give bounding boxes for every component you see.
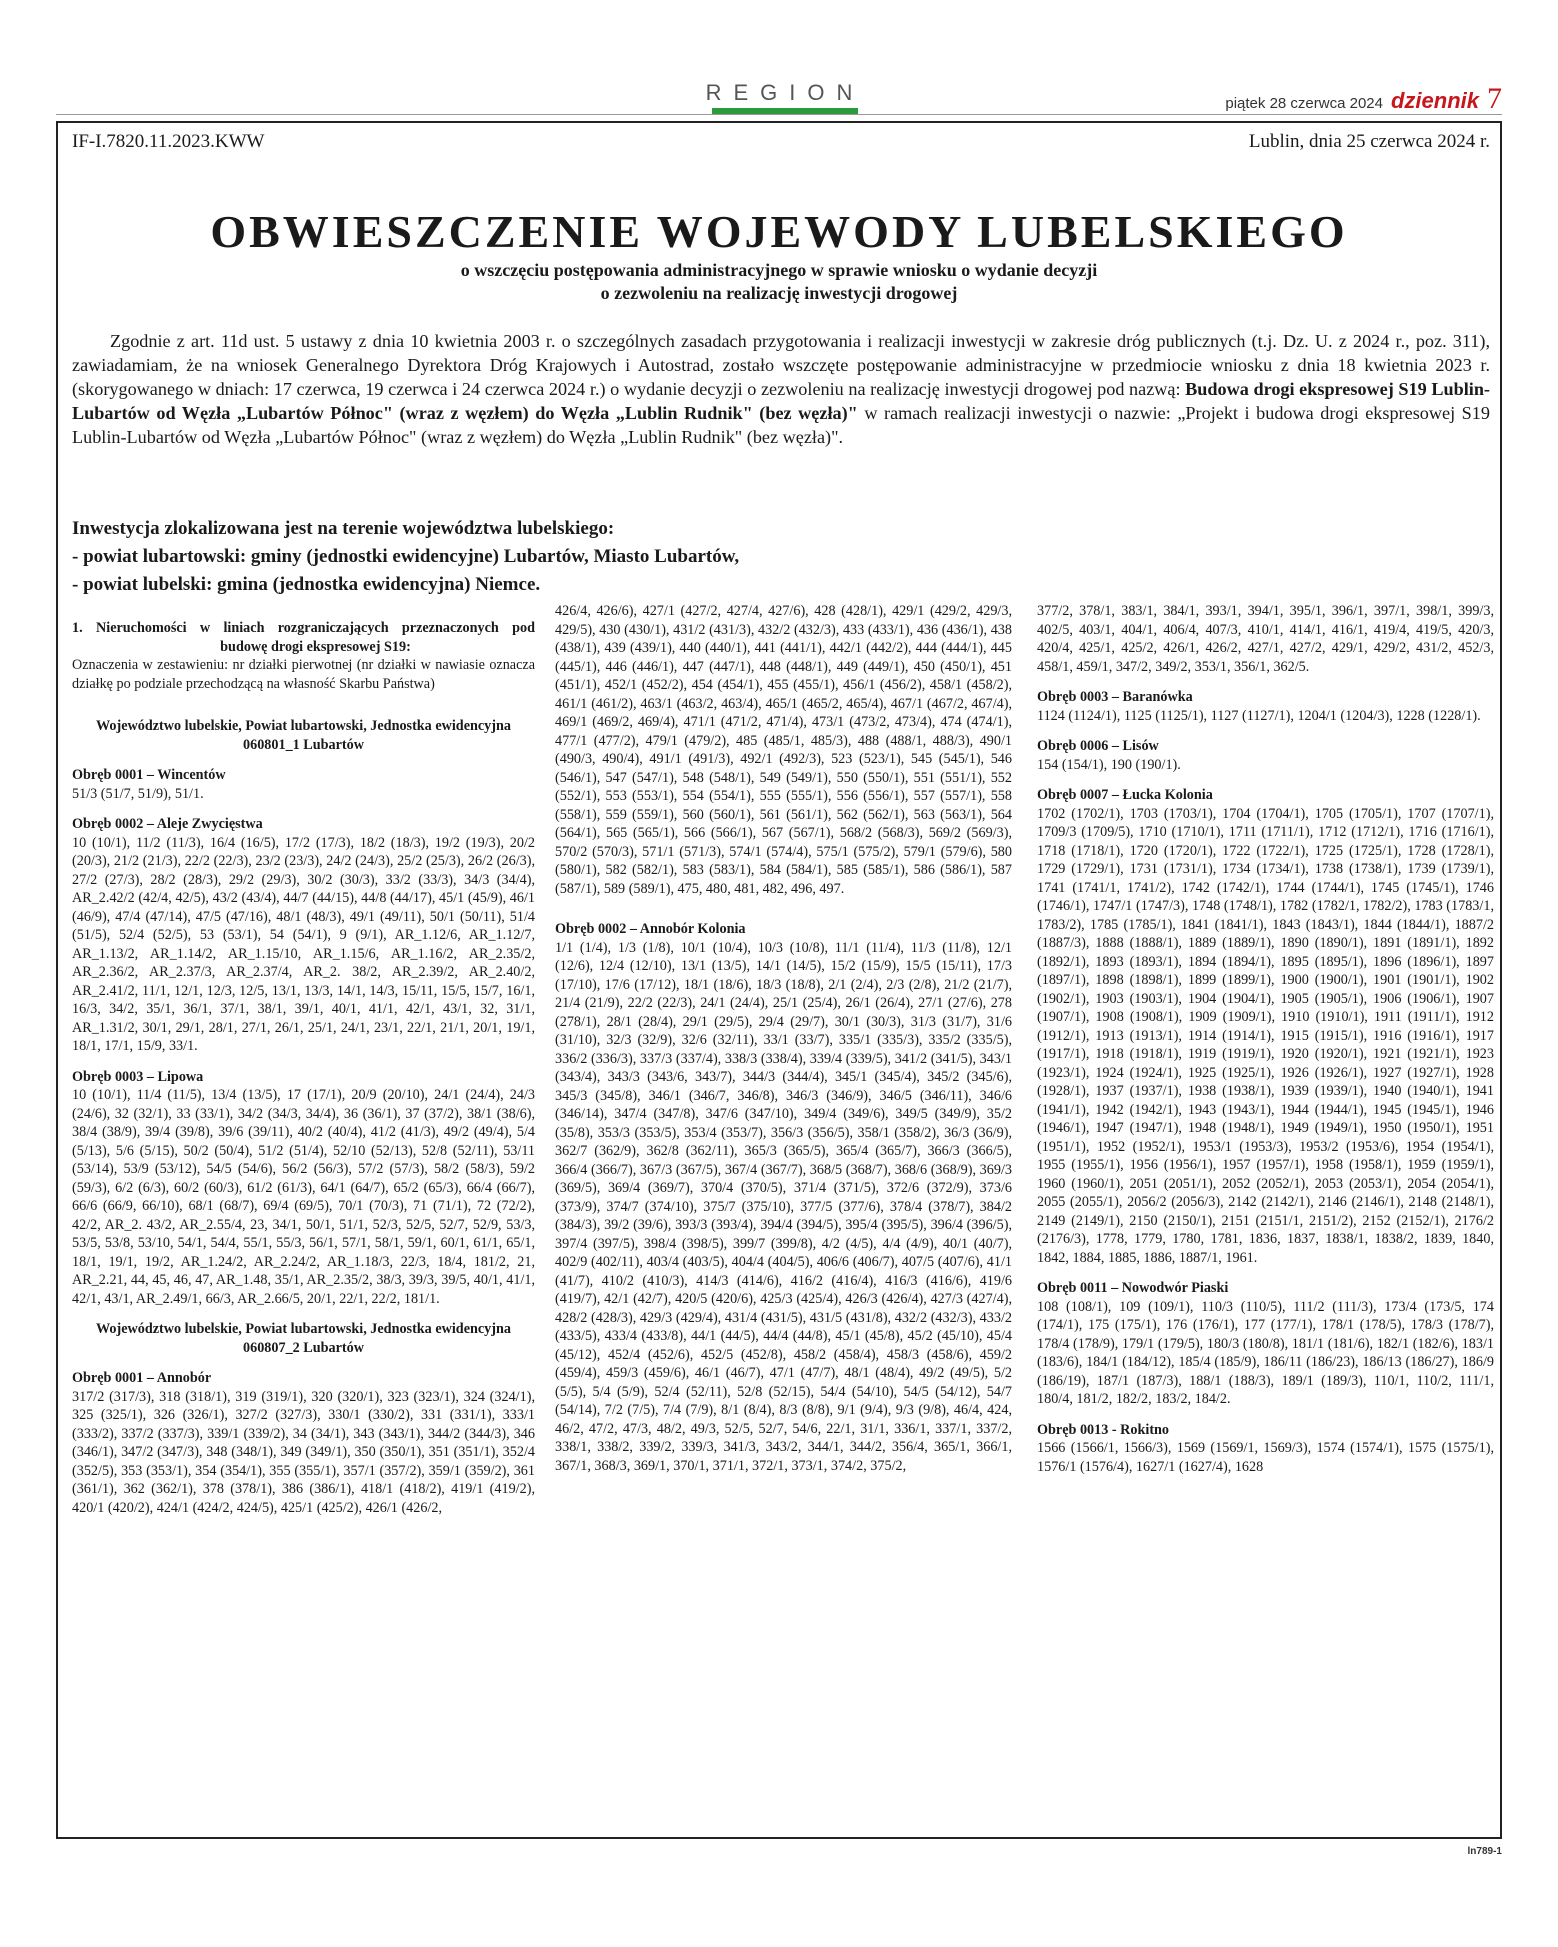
obreb-heading: Obręb 0001 – Wincentów bbox=[72, 767, 226, 783]
column-2 bbox=[555, 602, 1012, 1475]
header-right bbox=[1225, 82, 1502, 116]
parcel-list: 1124 (1124/1), 1125 (1125/1), 1127 (1127/1), 1204/1 (1204/3), 1228 (1228/1). bbox=[1037, 707, 1481, 724]
section-1-number: 1. bbox=[72, 620, 83, 636]
page-number: 7 bbox=[1487, 82, 1502, 115]
obreb-heading: Obręb 0003 – Baranówka bbox=[1037, 689, 1193, 705]
column-1 bbox=[72, 601, 535, 1517]
intro-text-b: w ramach realizacji inwestycji o nazwie: „Projekt i budowa drogi ekspresowej S19 Lublin-Lubartów od Węzła „Lubartów Północ" (wraz z węzłem) do Węzła „Lublin Rudnik" (bez węzła)". bbox=[72, 403, 1490, 447]
investment-name: Budowa drogi ekspresowej S19 Lublin-Lubartów od Węzła „Lubartów Północ" (wraz z węzłem) do Węzła „Lublin Rudnik" (bez węzła)" bbox=[72, 379, 1490, 423]
ad-code: ln789-1 bbox=[1467, 1846, 1502, 1857]
obreb-heading: Obręb 0001 – Annobór bbox=[72, 1370, 212, 1386]
newspaper-logo: dziennik bbox=[1390, 88, 1479, 113]
parcel-list: 10 (10/1), 11/2 (11/3), 16/4 (16/5), 17/2 (17/3), 18/2 (18/3), 19/2 (19/3), 20/2 (20/3), 21/2 (21/3), 22/2 (22/3), 23/2 (23/3), 24/2 (24/3), 25/2 (25/3), 26/2 (26/3), 27/2 (27/3), 28/2 (28/3), 29/2 (29/3), 30/2 (30/3), 33/2 (33/3), 34/3 (34/4), AR_2.42/2 (42/4, 42/5), 43/2 (43/4), 44/7 (44/15), 44/8 (44/17), 45/1 (45/9), 46/1 (46/9), 47/4 (47/14), 47/5 (47/16), 48/1 (48/3), 49/1 (49/11), 50/1 (50/11), 51/4 (51/5), 52/4 (52/5), 53 (53/1), 54 (54/1), 9 (9/1), AR_1.12/6, AR_1.12/7, AR_1.13/2, AR_1.14/2, AR_1.15/10, AR_1.15/6, AR_1.16/2, AR_2.35/2, AR_2.36/2, AR_2.37/3, AR_2.37/4, AR_2. 38/2, AR_2.39/2, AR_2.40/2, AR_2.41/2, 11/1, 12/1, 12/3, 12/5, 13/1, 13/3, 14/1, 14/3, 15/11, 15/5, 15/7, 16/1, 16/3, 34/2, 35/1, 36/1, 37/1, 38/1, 39/1, 40/1, 41/1, 42/1, 43/1, 32, 31/1, AR_1.31/2, 30/1, 29/1, 28/1, 27/1, 26/1, 25/1, 24/1, 23/1, 22/1, 21/1, 20/1, 19/1, 18/1, 17/1, 15/9, 33/1. bbox=[72, 834, 535, 1054]
parcel-list: 154 (154/1), 190 (190/1). bbox=[1037, 756, 1181, 773]
obreb-heading: Obręb 0007 – Łucka Kolonia bbox=[1037, 787, 1213, 803]
notice-title: OBWIESZCZENIE WOJEWODY LUBELSKIEGO bbox=[210, 206, 1348, 257]
unit-heading-060801: Województwo lubelskie, Powiat lubartowski, Jednostka ewidencyjna 060801_1 Lubartów bbox=[95, 718, 511, 753]
section-1-heading bbox=[72, 619, 535, 656]
issue-date: piątek 28 czerwca 2024 bbox=[1225, 95, 1383, 112]
parcel-list: 1566 (1566/1, 1566/3), 1569 (1569/1, 1569/3), 1574 (1574/1), 1575 (1575/1), 1576/1 (1576/4), 1627/1 (1627/4), 1628 bbox=[1037, 1440, 1494, 1475]
case-reference: IF-I.7820.11.2023.KWW bbox=[72, 131, 265, 152]
notice-subtitle bbox=[58, 259, 1500, 305]
notice-frame bbox=[56, 121, 1502, 1839]
subtitle-line-1: o wszczęciu postępowania administracyjnego w sprawie wniosku o wydanie decyzji bbox=[460, 260, 1098, 280]
location-block bbox=[72, 515, 1490, 599]
obreb-heading: Obręb 0006 – Lisów bbox=[1037, 738, 1159, 754]
section-1-title: Nieruchomości w liniach rozgraniczających przeznaczonych pod budowę drogi ekspresowej S19: bbox=[96, 620, 535, 655]
subtitle-line-2: o zezwoleniu na realizację inwestycji drogowej bbox=[600, 283, 958, 303]
location-heading: Inwestycja zlokalizowana jest na terenie województwa lubelskiego: bbox=[72, 518, 615, 539]
intro-text-a: Zgodnie z art. 11d ust. 5 ustawy z dnia 10 kwietnia 2003 r. o szczególnych zasadach przygotowania i realizacji inwestycji w zakresie dróg publicznych (t.j. Dz. U. z 2024 r., poz. 311), zawiadamiam, że na wniosek Generalnego Dyrektora Dróg Krajowych i Autostrad, zostało wszczęte postępowanie administracyjne w przedmiocie wniosku z dnia 18 kwietnia 2023 r. (skorygowanego w dniach: 17 czerwca, 19 czerwca i 24 czerwca 2024 r.) o wydanie decyzji o zezwoleniu na realizację inwestycji drogowej pod nazwą: bbox=[72, 331, 1490, 399]
section-label: REGION bbox=[705, 80, 865, 105]
parcel-list: 317/2 (317/3), 318 (318/1), 319 (319/1), 320 (320/1), 323 (323/1), 324 (324/1), 325 (325/1), 326 (326/1), 327/2 (327/3), 330/1 (330/2), 331 (331/1), 333/1 (333/2), 337/2 (337/3), 339/1 (339/2), 34 (34/1), 343 (343/1), 344/2 (344/3), 346 (346/1), 347/2 (347/3), 348 (348/1), 349 (349/1), 350 (350/1), 351 (351/1), 352/4 (352/5), 353 (353/1), 354 (354/1), 355 (355/1), 357/1 (357/2), 359/1 (359/2), 361 (361/1), 362 (362/1), 378 (378/1), 386 (386/1), 418/1 (418/2), 419/1 (419/2), 420/1 (420/2), 424/1 (424/2, 424/5), 425/1 (425/2), 426/1 (426/2, bbox=[72, 1388, 535, 1516]
place-and-date: Lublin, dnia 25 czerwca 2024 r. bbox=[1248, 131, 1490, 152]
column-3 bbox=[1037, 602, 1494, 1476]
parcel-list: 377/2, 378/1, 383/1, 384/1, 393/1, 394/1, 395/1, 396/1, 397/1, 398/1, 399/3, 402/5, 403/1, 404/1, 406/4, 407/3, 410/1, 414/1, 416/1, 419/4, 419/5, 420/3, 420/4, 425/1, 425/2, 426/1, 426/2, 427/1, 427/2, 429/1, 429/2, 431/2, 452/3, 458/1, 459/1, 347/2, 349/2, 353/1, 356/1, 362/5. bbox=[1037, 603, 1494, 675]
section-1-note: Oznaczenia w zestawieniu: nr działki pierwotnej (nr działki w nawiasie oznacza działkę po podziale przechodzącą na własność Skarbu Państwa) bbox=[72, 657, 535, 692]
parcel-list: 426/4, 426/6), 427/1 (427/2, 427/4, 427/6), 428 (428/1), 429/1 (429/2, 429/3, 429/5), 430 (430/1), 431/2 (431/3), 432/2 (432/3), 433 (433/1), 436 (436/1), 438 (438/1), 439 (439/1), 440 (440/1), 441 (441/1), 442/1 (442/2), 444 (444/1), 445 (445/1), 446 (446/1), 447 (447/1), 448 (448/1), 449 (449/1), 450 (450/1), 451 (451/1), 452/1 (452/2), 454 (454/1), 455 (455/1), 456/1 (456/2), 458/1 (458/2), 461/1 (461/2), 463/1 (463/2, 463/4), 465/1 (465/2, 465/4), 467/1 (467/2, 467/4), 469/1 (469/2, 469/4), 471/1 (471/2, 471/4), 473/1 (473/2, 473/4), 474 (474/1), 477/1 (477/2), 479/1 (479/2), 485 (485/1, 485/3), 488 (488/1, 488/3), 490/1 (490/3, 490/4), 491/1 (491/3), 492/1 (492/3), 523 (523/1), 545 (545/1), 546 (546/1), 547 (547/1), 548 (548/1), 549 (549/1), 550 (550/1), 551 (551/1), 552 (552/1), 553 (553/1), 554 (554/1), 555 (555/1), 556 (556/1), 557 (557/1), 558 (558/1), 559 (559/1), 560 (560/1), 561 (561/1), 562 (562/1), 563 (563/1), 564 (564/1), 565 (565/1), 566 (566/1), 567 (567/1), 568/2 (568/3), 569/2 (569/3), 570/2 (570/3), 571/1 (571/3), 574/1 (574/4), 575/1 (575/2), 579/1 (579/6), 580 (580/1), 582 (582/1), 583 (583/1), 584 (584/1), 585 (585/1), 586 (586/1), 587 (587/1), 589 (589/1), 475, 480, 481, 482, 496, 497. bbox=[555, 603, 1012, 897]
intro-paragraph bbox=[72, 329, 1490, 449]
parcel-list: 108 (108/1), 109 (109/1), 110/3 (110/5), 111/2 (111/3), 173/4 (173/5, 174 (174/1), 175 (175/1), 176 (176/1), 177 (177/1), 178/1 (178/5), 178/3 (178/7), 178/4 (178/9), 179/1 (179/5), 180/3 (180/8), 181/1 (181/6), 182/1 (182/6), 183/1 (183/6), 184/1 (184/12), 185/4 (185/9), 186/11 (186/23), 186/13 (186/27), 186/9 (186/19), 187/1 (187/3), 188/1 (188/3), 189/1 (189/3), 110/1, 110/2, 111/1, 180/4, 181/2, 182/2, 183/2, 184/2. bbox=[1037, 1298, 1494, 1407]
parcel-list: 10 (10/1), 11/4 (11/5), 13/4 (13/5), 17 (17/1), 20/9 (20/10), 24/1 (24/4), 24/3 (24/6), 32 (32/1), 33 (33/1), 34/2 (34/3, 34/4), 36 (36/1), 37 (37/2), 38/1 (38/6), 38/4 (38/9), 39/4 (39/8), 39/6 (39/11), 40/2 (40/4), 41/2 (41/3), 49/2 (49/4), 5/4 (5/13), 5/6 (5/15), 50/2 (50/4), 51/2 (51/4), 52/10 (52/13), 52/8 (52/11), 53/11 (53/14), 53/9 (53/12), 54/5 (54/6), 56/2 (56/3), 57/2 (57/3), 58/2 (58/3), 59/2 (59/3), 6/2 (6/3), 60/2 (60/3), 61/2 (61/3), 64/1 (64/7), 65/2 (65/3), 66/4 (66/7), 66/6 (66/9, 66/10), 68/1 (68/7), 69/4 (69/5), 70/1 (70/3), 71 (71/1), 72 (72/2), 42/2, AR_2. 43/2, AR_2.55/4, 23, 34/1, 50/1, 51/1, 52/3, 52/5, 52/7, 52/9, 53/3, 53/5, 53/8, 53/10, 54/1, 54/4, 55/1, 55/3, 56/1, 57/1, 58/1, 59/1, 60/1, 61/1, 65/1, 18/1, 19/1, 19/2, AR_1.24/2, AR_2.24/2, AR_1.18/3, 22/3, 18/4, 181/2, 21, AR_2.21, 44, 45, 46, 47, AR_1.48, 35/1, AR_2.35/2, 38/3, 39/3, 39/5, 40/1, 41/1, 42/1, 43/1, AR_2.49/1, 66/3, AR_2.66/5, 20/1, 22/1, 22/2, 181/1. bbox=[72, 1087, 535, 1307]
obreb-heading: Obręb 0011 – Nowodwór Piaski bbox=[1037, 1280, 1229, 1296]
parcel-list: 51/3 (51/7, 51/9), 51/1. bbox=[72, 785, 204, 802]
obreb-heading: Obręb 0002 – Aleje Zwycięstwa bbox=[72, 816, 263, 832]
obreb-heading: Obręb 0003 – Lipowa bbox=[72, 1068, 204, 1085]
unit-heading-060807: Województwo lubelskie, Powiat lubartowski, Jednostka ewidencyjna 060807_2 Lubartów bbox=[95, 1321, 511, 1356]
obreb-heading: Obręb 0013 - Rokitno bbox=[1037, 1421, 1170, 1438]
location-item-lubartowski: - powiat lubartowski: gminy (jednostki ewidencyjne) Lubartów, Miasto Lubartów, bbox=[72, 543, 1490, 571]
location-item-lubelski: - powiat lubelski: gmina (jednostka ewidencyjna) Niemce. bbox=[72, 571, 1490, 599]
parcel-list: 1702 (1702/1), 1703 (1703/1), 1704 (1704/1), 1705 (1705/1), 1707 (1707/1), 1709/3 (1709/5), 1710 (1710/1), 1711 (1711/1), 1712 (1712/1), 1716 (1716/1), 1718 (1718/1), 1720 (1720/1), 1722 (1722/1), 1725 (1725/1), 1728 (1728/1), 1729 (1729/1), 1731 (1731/1), 1734 (1734/1), 1738 (1738/1), 1739 (1739/1), 1741 (1741/1, 1741/2), 1742 (1742/1), 1744 (1744/1), 1745 (1745/1), 1746 (1746/1), 1747/1 (1747/3), 1748 (1748/1), 1782 (1782/1, 1782/2), 1783 (1783/1, 1783/2), 1785 (1785/1), 1841 (1841/1), 1843 (1843/1), 1844 (1844/1), 1887/2 (1887/3), 1888 (1888/1), 1889 (1889/1), 1890 (1890/1), 1891 (1891/1), 1892 (1892/1), 1893 (1893/1), 1894 (1894/1), 1895 (1895/1), 1896 (1896/1), 1897 (1897/1), 1898 (1898/1), 1899 (1899/1), 1900 (1900/1), 1901 (1901/1), 1902 (1902/1), 1903 (1903/1), 1904 (1904/1), 1905 (1905/1), 1906 (1906/1), 1907 (1907/1), 1908 (1908/1), 1909 (1909/1), 1910 (1910/1), 1911 (1911/1), 1912 (1912/1), 1913 (1913/1), 1914 (1914/1), 1915 (1915/1), 1916 (1916/1), 1917 (1917/1), 1918 (1918/1), 1919 (1919/1), 1920 (1920/1), 1921 (1921/1), 1923 (1923/1), 1924 (1924/1), 1925 (1925/1), 1926 (1926/1), 1927 (1927/1), 1928 (1928/1), 1937 (1937/1), 1938 (1938/1), 1939 (1939/1), 1940 (1940/1), 1941 (1941/1), 1942 (1942/1), 1943 (1943/1), 1944 (1944/1), 1945 (1945/1), 1946 (1946/1), 1947 (1947/1), 1948 (1948/1), 1949 (1949/1), 1950 (1950/1), 1951 (1951/1), 1952 (1952/1), 1953/1 (1953/3), 1953/2 (1953/6), 1954 (1954/1), 1955 (1955/1), 1956 (1956/1), 1957 (1957/1), 1958 (1958/1), 1959 (1959/1), 1960 (1960/1), 2051 (2051/1), 2052 (2052/1), 2053 (2053/1), 2054 (2054/1), 2055 (2055/1), 2056/2 (2056/3), 2142 (2142/1), 2146 (2146/1), 2148 (2148/1), 2149 (2149/1), 2150 (2150/1), 2151 (2151/1, 2151/2), 2152 (2152/1), 2176/2 (2176/3), 1778, 1779, 1780, 1781, 1836, 1837, 1838/1, 1838/2, 1839, 1840, 1842, 1884, 1885, 1886, 1887/1, 1961. bbox=[1037, 805, 1494, 1266]
obreb-heading: Obręb 0002 – Annobór Kolonia bbox=[555, 921, 746, 937]
parcel-list: 1/1 (1/4), 1/3 (1/8), 10/1 (10/4), 10/3 (10/8), 11/1 (11/4), 11/3 (11/8), 12/1 (12/6), 12/4 (12/10), 13/1 (13/5), 14/1 (14/5), 15/2 (15/9), 15/5 (15/11), 17/3 (17/10), 17/6 (17/12), 18/1 (18/6), 18/3 (18/8), 2/1 (2/4), 2/3 (2/8), 21/2 (21/7), 21/4 (21/9), 22/2 (22/3), 24/1 (24/4), 25/1 (25/4), 26/1 (26/4), 27/1 (27/6), 278 (278/1), 28/1 (28/4), 29/1 (29/5), 29/4 (29/7), 30/1 (30/3), 31/3 (31/7), 31/6 (31/10), 32/3 (32/9), 32/6 (32/11), 33/1 (33/7), 335/1 (335/3), 335/2 (335/5), 336/2 (336/3), 337/3 (337/4), 338/3 (338/4), 339/4 (339/5), 341/2 (341/5), 343/1 (343/4), 343/3 (343/6, 343/7), 344/3 (344/4), 345/1 (345/4), 345/2 (345/6), 345/3 (345/8), 346/1 (346/7, 346/8), 346/3 (346/9), 346/5 (346/11), 346/6 (346/14), 347/4 (347/8), 347/6 (347/10), 349/4 (349/6), 349/5 (349/9), 35/2 (35/8), 353/3 (353/5), 353/4 (353/7), 356/3 (356/5), 358/1 (358/2), 36/3 (36/9), 362/7 (362/9), 362/8 (362/11), 365/3 (365/5), 365/4 (365/7), 366/3 (366/5), 366/4 (366/7), 367/3 (367/5), 367/4 (367/7), 368/5 (368/7), 368/6 (368/9), 369/3 (369/5), 369/4 (369/7), 370/4 (370/5), 371/4 (371/5), 372/6 (372/9), 373/6 (373/9), 374/7 (374/10), 375/7 (375/10), 377/5 (377/6), 378/4 (378/7), 384/2 (384/3), 39/2 (39/6), 393/3 (393/4), 394/4 (394/5), 395/4 (395/5), 396/4 (396/5), 397/4 (397/5), 398/4 (398/5), 399/7 (399/8), 4/2 (4/5), 4/4 (4/9), 40/1 (40/7), 402/9 (402/11), 403/4 (403/5), 404/4 (404/5), 406/6 (406/7), 407/5 (407/6), 41/1 (41/7), 410/2 (410/3), 414/3 (414/6), 416/2 (416/4), 416/3 (416/6), 419/6 (419/7), 42/1 (42/7), 420/5 (420/6), 425/3 (425/4), 426/3 (426/4), 427/3 (427/4), 428/2 (428/3), 429/3 (429/4), 431/4 (431/5), 431/5 (431/8), 432/2 (432/3), 433/2 (433/5), 433/4 (433/8), 44/1 (44/5), 44/4 (44/8), 45/1 (45/8), 45/2 (45/10), 45/4 (45/12), 452/4 (452/6), 452/5 (452/8), 458/2 (458/4), 458/3 (458/6), 459/2 (459/4), 459/3 (459/6), 46/1 (46/7), 47/1 (47/7), 48/1 (48/4), 49/2 (49/5), 5/2 (5/5), 5/4 (5/9), 52/4 (52/11), 52/8 (52/15), 54/4 (54/10), 54/5 (54/12), 54/7 (54/14), 7/2 (7/5), 7/4 (7/9), 8/1 (8/4), 8/3 (8/8), 9/1 (9/4), 9/3 (9/8), 46/4, 424, 46/2, 47/2, 47/3, 48/2, 49/3, 52/5, 52/7, 54/6, 22/1, 31/1, 336/1, 337/1, 337/2, 338/1, 338/2, 339/2, 339/3, 341/3, 343/2, 344/1, 344/2, 356/4, 365/1, 366/1, 367/1, 368/3, 369/1, 370/1, 371/1, 372/1, 373/1, 374/2, 375/2, bbox=[555, 939, 1012, 1474]
